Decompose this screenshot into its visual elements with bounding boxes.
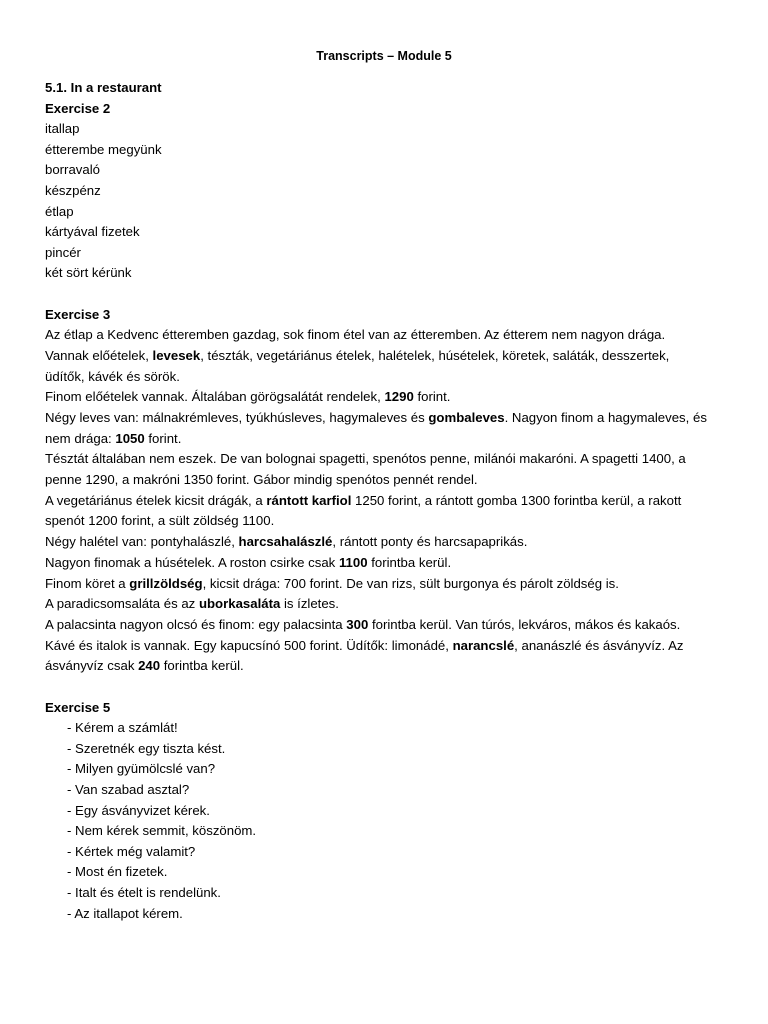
bold-keyword: uborkasaláta bbox=[198, 596, 281, 612]
exercise3-line bbox=[45, 470, 735, 491]
exercise2-item: kártyával fizetek bbox=[45, 224, 140, 240]
exercise2-heading: Exercise 2 bbox=[45, 100, 111, 116]
exercise3-line bbox=[45, 532, 735, 553]
exercise3-line bbox=[45, 553, 735, 574]
text-run: Tésztát általában nem eszek. De van bolognai spagetti, spenótos penne, milánói makaróni. A spagetti 1400, a bbox=[45, 451, 686, 467]
exercise2-item: étterembe megyünk bbox=[45, 141, 162, 157]
exercise3-heading: Exercise 3 bbox=[45, 306, 111, 322]
text-run: Vannak előételek, bbox=[45, 347, 153, 363]
exercise3-line bbox=[45, 491, 735, 512]
exercise5-item: - Nem kérek semmit, köszönöm. bbox=[67, 823, 257, 839]
text-run: Finom köret a bbox=[45, 575, 130, 591]
exercise2-item: borravaló bbox=[45, 162, 100, 178]
bold-keyword: gombaleves bbox=[428, 409, 505, 425]
bold-keyword: grillzöldség bbox=[129, 575, 203, 591]
exercise5-item: - Italt és ételt is rendelünk. bbox=[67, 885, 221, 901]
text-run: forint. bbox=[413, 389, 451, 405]
exercise5-item: - Szeretnék egy tiszta kést. bbox=[67, 740, 226, 756]
text-run: Négy halétel van: pontyhalászlé, bbox=[45, 534, 239, 550]
bold-keyword: 240 bbox=[138, 658, 161, 674]
bold-keyword: harcsahalászlé bbox=[238, 534, 333, 550]
exercise5-item: - Milyen gyümölcslé van? bbox=[67, 761, 216, 777]
text-run: üdítők, kávék és sörök. bbox=[45, 368, 180, 384]
text-run: Kávé és italok is vannak. Egy kapucsínó 500 forint. Üdítők: limonádé, bbox=[45, 637, 453, 653]
exercise3-line bbox=[45, 367, 735, 388]
exercise3-line bbox=[45, 574, 735, 595]
text-run: Az étlap a Kedvenc étteremben gazdag, sok finom étel van az étteremben. Az étterem nem nagyon drága. bbox=[45, 327, 666, 343]
bold-keyword: 300 bbox=[346, 616, 369, 632]
text-run: forintba kerül. Van túrós, lekváros, mákos és kakaós. bbox=[368, 616, 681, 632]
exercise3-line bbox=[45, 325, 735, 346]
exercise5-item: - Az itallapot kérem. bbox=[67, 905, 183, 921]
text-run: forintba kerül. bbox=[367, 554, 452, 570]
section-heading: 5.1. In a restaurant bbox=[45, 80, 162, 95]
document-title: Transcripts – Module 5 bbox=[316, 49, 452, 63]
document-body bbox=[45, 78, 735, 924]
text-run: 1250 forint, a rántott gomba 1300 forintba kerül, a rakott bbox=[351, 492, 682, 508]
exercise2-list bbox=[45, 119, 735, 284]
spacer bbox=[45, 677, 735, 698]
text-run: penne 1290, a makróni 1350 forint. Gábor mindig spenótos pennét rendel. bbox=[45, 472, 478, 488]
bold-keyword: 1100 bbox=[338, 554, 368, 570]
bold-keyword: levesek bbox=[152, 347, 201, 363]
text-run: nem drága: bbox=[45, 430, 116, 446]
text-run: is ízletes. bbox=[280, 596, 339, 612]
exercise3-line bbox=[45, 656, 735, 677]
exercise2-item: két sört kérünk bbox=[45, 265, 132, 281]
exercise5-item: - Egy ásványvizet kérek. bbox=[67, 802, 210, 818]
exercise3-line bbox=[45, 511, 735, 532]
exercise5-item: - Kérem a számlát! bbox=[67, 720, 178, 736]
exercise2-item: étlap bbox=[45, 203, 74, 219]
bold-keyword: 1050 bbox=[115, 430, 145, 446]
exercise5-heading: Exercise 5 bbox=[45, 699, 111, 715]
exercise5-item: - Van szabad asztal? bbox=[67, 782, 190, 798]
spacer bbox=[45, 284, 735, 305]
text-run: , ananászlé és ásványvíz. Az bbox=[514, 637, 684, 653]
text-run: A paradicsomsaláta és az bbox=[45, 596, 199, 612]
bold-keyword: 1290 bbox=[384, 389, 414, 405]
exercise3-line bbox=[45, 615, 735, 636]
exercise3-line bbox=[45, 636, 735, 657]
exercise2-item: itallap bbox=[45, 121, 80, 137]
text-run: , kicsit drága: 700 forint. De van rizs, sült burgonya és párolt zöldség is. bbox=[202, 575, 619, 591]
exercise3-text bbox=[45, 325, 735, 677]
text-run: Finom előételek vannak. Általában görögsalátát rendelek, bbox=[45, 389, 385, 405]
exercise3-line bbox=[45, 346, 735, 367]
exercise3-line bbox=[45, 387, 735, 408]
text-run: forint. bbox=[144, 430, 182, 446]
text-run: A vegetáriánus ételek kicsit drágák, a bbox=[45, 492, 267, 508]
exercise5-item: - Kértek még valamit? bbox=[67, 843, 196, 859]
text-run: . Nagyon finom a hagymaleves, és bbox=[504, 409, 707, 425]
text-run: spenót 1200 forint, a sült zöldség 1100. bbox=[45, 513, 275, 529]
text-run: A palacsinta nagyon olcsó és finom: egy palacsinta bbox=[45, 616, 347, 632]
text-run: Négy leves van: málnakrémleves, tyúkhúsleves, hagymaleves és bbox=[45, 409, 429, 425]
text-run: Nagyon finomak a húsételek. A roston csirke csak bbox=[45, 554, 339, 570]
text-run: , rántott ponty és harcsapaprikás. bbox=[332, 534, 528, 550]
exercise2-item: pincér bbox=[45, 244, 81, 260]
text-run: , tészták, vegetáriánus ételek, halételek, húsételek, köretek, saláták, desszertek, bbox=[200, 347, 670, 363]
bold-keyword: narancslé bbox=[452, 637, 515, 653]
exercise3-line bbox=[45, 594, 735, 615]
text-run: forintba kerül. bbox=[160, 658, 244, 674]
exercise3-line bbox=[45, 408, 735, 429]
bold-keyword: rántott karfiol bbox=[266, 492, 352, 508]
exercise3-line bbox=[45, 429, 735, 450]
exercise5-list bbox=[45, 718, 735, 924]
exercise2-item: készpénz bbox=[45, 182, 101, 198]
exercise5-item: - Most én fizetek. bbox=[67, 864, 168, 880]
exercise3-line bbox=[45, 449, 735, 470]
text-run: ásványvíz csak bbox=[45, 658, 139, 674]
